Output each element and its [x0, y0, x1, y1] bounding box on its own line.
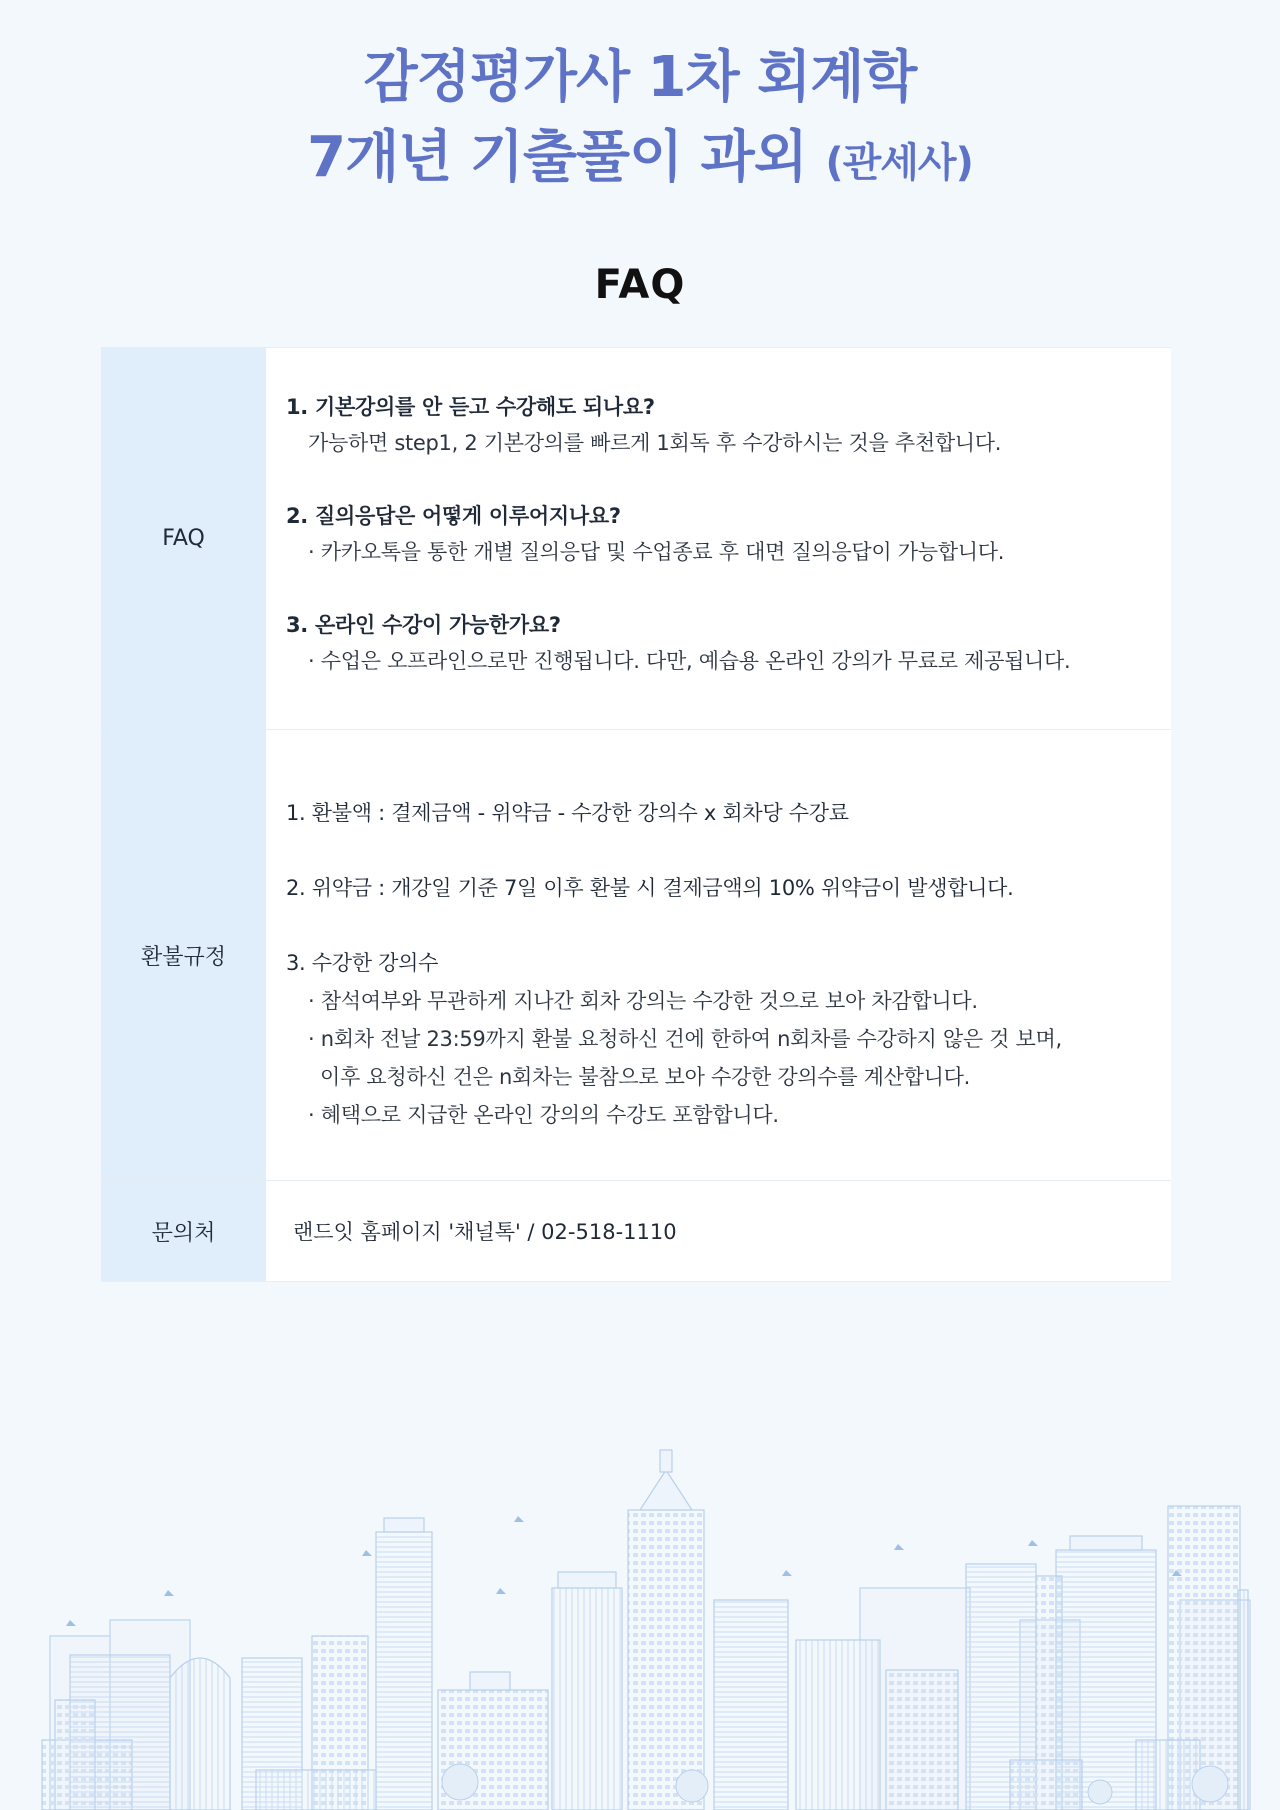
refund-row-label: 환불규정	[101, 730, 266, 1180]
info-table	[101, 347, 1171, 1282]
title-line-2-main: 7개년 기출풀이 과외	[307, 125, 826, 190]
refund-item-2: 2. 위약금 : 개강일 기준 7일 이후 환불 시 결제금액의 10% 위약금이 발생합니다.	[286, 876, 1014, 900]
contact-row	[101, 1181, 1171, 1282]
refund-sub-2-continued: 이후 요청하신 건은 n회차는 불참으로 보아 수강한 강의수를 계산합니다.	[320, 1065, 970, 1089]
faq-row-content	[266, 348, 1171, 729]
page-title	[0, 38, 1280, 203]
faq-question-3: 3. 온라인 수강이 가능한가요?	[286, 613, 561, 637]
faq-question-2: 2. 질의응답은 어떻게 이루어지나요?	[286, 504, 621, 528]
refund-row	[101, 730, 1171, 1181]
refund-sub-3: · 혜택으로 지급한 온라인 강의의 수강도 포함합니다.	[308, 1103, 779, 1127]
contact-row-label: 문의처	[101, 1181, 266, 1281]
faq-question-1: 1. 기본강의를 안 듣고 수강해도 되나요?	[286, 395, 655, 419]
title-line-1: 감정평가사 1차 회계학	[363, 45, 917, 110]
faq-answer-1: 가능하면 step1, 2 기본강의를 빠르게 1회독 후 수강하시는 것을 추천합니다.	[308, 431, 1002, 455]
faq-answer-2: · 카카오톡을 통한 개별 질의응답 및 수업종료 후 대면 질의응답이 가능합니다.	[308, 540, 1005, 564]
refund-item-3: 3. 수강한 강의수	[286, 951, 439, 975]
refund-item-1: 1. 환불액 : 결제금액 - 위약금 - 수강한 강의수 x 회차당 수강료	[286, 801, 849, 825]
contact-row-content	[266, 1181, 1171, 1281]
title-line-2	[0, 118, 1280, 203]
title-line-2-small: (관세사)	[825, 140, 973, 186]
refund-row-content	[266, 730, 1171, 1180]
faq-heading: FAQ	[594, 262, 686, 308]
refund-sub-2: · n회차 전날 23:59까지 환불 요청하신 건에 한하여 n회차를 수강하지 않은 것 보며,	[308, 1027, 1062, 1051]
refund-sub-1: · 참석여부와 무관하게 지나간 회차 강의는 수강한 것으로 보아 차감합니다.	[308, 989, 978, 1013]
contact-value: 랜드잇 홈페이지 '채널톡' / 02-518-1110	[293, 1220, 677, 1244]
faq-row-label: FAQ	[101, 348, 266, 729]
faq-answer-3: · 수업은 오프라인으로만 진행됩니다. 다만, 예습용 온라인 강의가 무료로 제공됩니다.	[308, 649, 1071, 673]
faq-row	[101, 348, 1171, 730]
city-skyline-illustration	[0, 1440, 1280, 1810]
